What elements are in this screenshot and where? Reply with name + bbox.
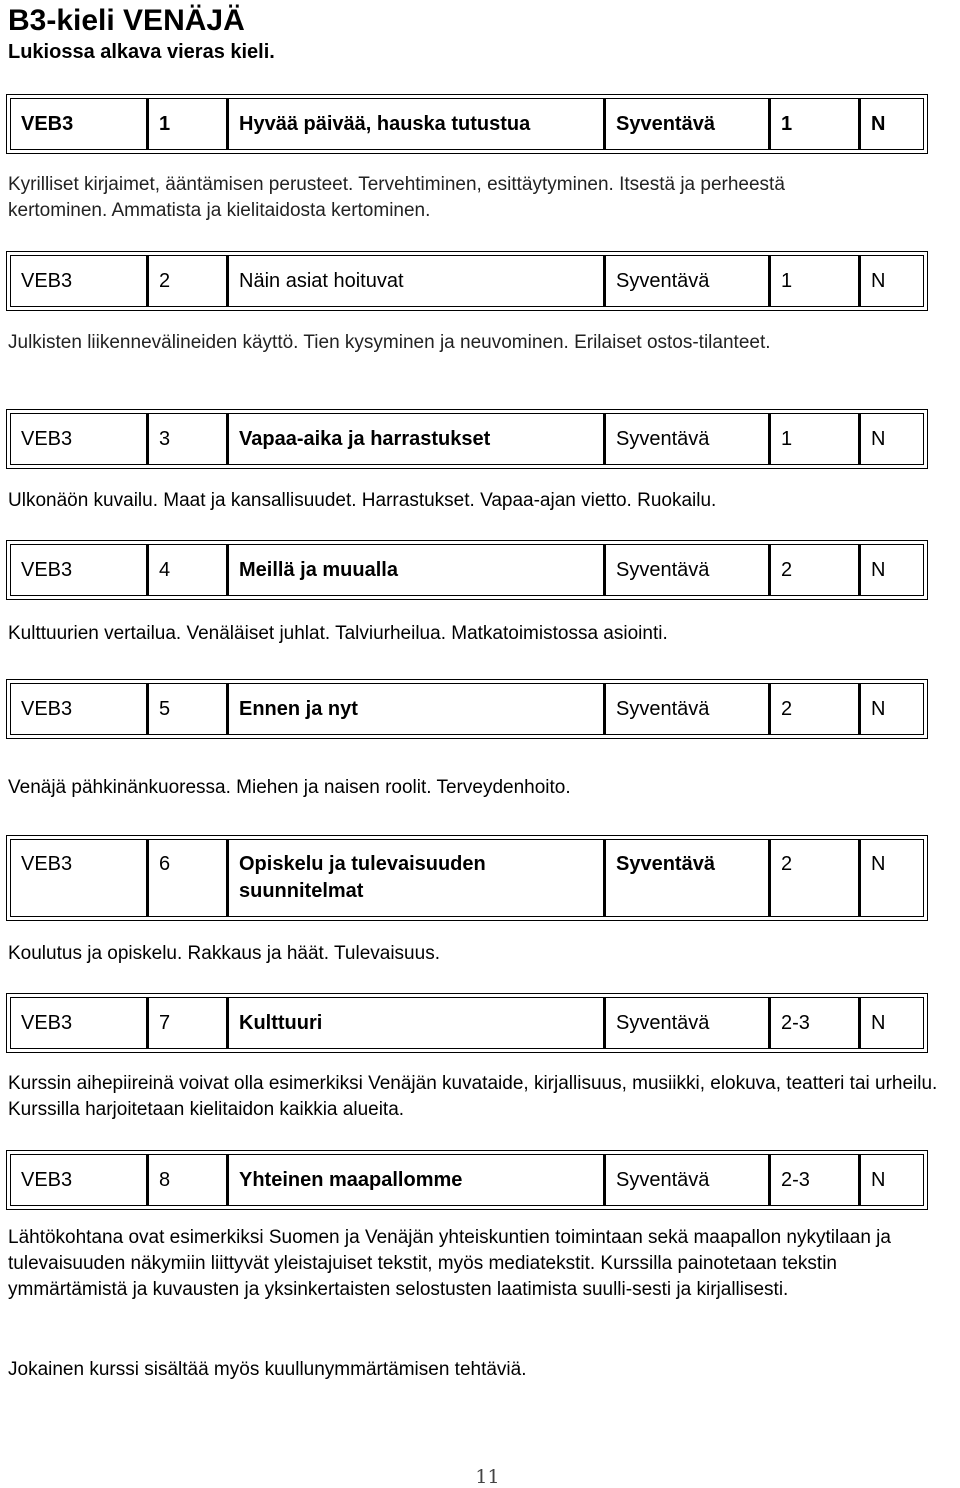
course-level: 2	[769, 544, 859, 596]
course-code: VEB3	[10, 413, 147, 465]
course-header-6	[6, 835, 928, 921]
course-number: 1	[147, 98, 227, 150]
course-level: 2	[769, 839, 859, 917]
course-description-8: Lähtökohtana ovat esimerkiksi Suomen ja Venäjän yhteiskuntien toimintaan sekä maapallon nykytilaan ja tulevaisuuden näkymiin liittyvät yleistajuiset tekstit, myös mediatekstit. Kurssilla painotetaan tekstin ymmärtämistä ja kuvausten ja yksinkertaisten selostusten laatimista suulli-sesti ja kirjallisesti.	[8, 1227, 891, 1300]
document-title: B3-kieli VENÄJÄ	[8, 4, 245, 37]
course-grade: N	[859, 98, 924, 150]
course-header-2	[6, 251, 928, 311]
course-level: 2	[769, 683, 859, 735]
course-type: Syventävä	[604, 1154, 769, 1206]
course-header-4	[6, 540, 928, 600]
course-grade: N	[859, 544, 924, 596]
course-number: 8	[147, 1154, 227, 1206]
course-name: Meillä ja muualla	[227, 544, 604, 596]
course-level: 1	[769, 98, 859, 150]
course-level: 2-3	[769, 997, 859, 1049]
course-grade: N	[859, 1154, 924, 1206]
closing-note: Jokainen kurssi sisältää myös kuullunymmärtämisen tehtäviä.	[8, 1359, 527, 1380]
course-type: Syventävä	[604, 255, 769, 307]
course-code: VEB3	[10, 255, 147, 307]
course-code: VEB3	[10, 683, 147, 735]
course-description-2: Julkisten liikennevälineiden käyttö. Tien kysyminen ja neuvominen. Erilaiset ostos-tilanteet.	[8, 332, 771, 353]
course-type: Syventävä	[604, 683, 769, 735]
course-description-7: Kurssin aihepiireinä voivat olla esimerkiksi Venäjän kuvataide, kirjallisuus, musiikki, elokuva, teatteri tai urheilu. Kurssilla harjoitetaan kielitaidon kaikkia alueita.	[8, 1073, 938, 1120]
course-header-1	[6, 94, 928, 154]
course-type: Syventävä	[604, 98, 769, 150]
course-grade: N	[859, 255, 924, 307]
course-code: VEB3	[10, 544, 147, 596]
course-name: Näin asiat hoituvat	[227, 255, 604, 307]
course-name: Ennen ja nyt	[227, 683, 604, 735]
course-header-5	[6, 679, 928, 739]
course-description-6: Koulutus ja opiskelu. Rakkaus ja häät. Tulevaisuus.	[8, 943, 440, 964]
course-number: 5	[147, 683, 227, 735]
course-header-8	[6, 1150, 928, 1210]
course-grade: N	[859, 997, 924, 1049]
course-grade: N	[859, 683, 924, 735]
course-type: Syventävä	[604, 839, 769, 917]
course-grade: N	[859, 413, 924, 465]
course-description-3: Ulkonäön kuvailu. Maat ja kansallisuudet. Harrastukset. Vapaa-ajan vietto. Ruokailu.	[8, 490, 717, 511]
course-type: Syventävä	[604, 997, 769, 1049]
course-level: 1	[769, 255, 859, 307]
course-header-7	[6, 993, 928, 1053]
course-name: Hyvää päivää, hauska tutustua	[227, 98, 604, 150]
course-name: Opiskelu ja tulevaisuuden suunnitelmat	[227, 839, 604, 917]
course-code: VEB3	[10, 1154, 147, 1206]
page-number: 11	[475, 1466, 500, 1488]
course-number: 7	[147, 997, 227, 1049]
course-header-3	[6, 409, 928, 469]
course-number: 6	[147, 839, 227, 917]
course-type: Syventävä	[604, 413, 769, 465]
document-subtitle: Lukiossa alkava vieras kieli.	[8, 41, 275, 63]
course-level: 2-3	[769, 1154, 859, 1206]
course-name: Kulttuuri	[227, 997, 604, 1049]
course-description-4: Kulttuurien vertailua. Venäläiset juhlat. Talviurheilua. Matkatoimistossa asiointi.	[8, 623, 668, 644]
course-number: 3	[147, 413, 227, 465]
course-level: 1	[769, 413, 859, 465]
course-code: VEB3	[10, 98, 147, 150]
course-description-5: Venäjä pähkinänkuoressa. Miehen ja naisen roolit. Terveydenhoito.	[8, 777, 571, 798]
course-number: 2	[147, 255, 227, 307]
course-type: Syventävä	[604, 544, 769, 596]
course-code: VEB3	[10, 839, 147, 917]
course-description-1: Kyrilliset kirjaimet, ääntämisen perusteet. Tervehtiminen, esittäytyminen. Itsestä ja perheestä kertominen. Ammatista ja kielitaidosta kertominen.	[8, 174, 785, 221]
course-number: 4	[147, 544, 227, 596]
course-name: Yhteinen maapallomme	[227, 1154, 604, 1206]
course-name: Vapaa-aika ja harrastukset	[227, 413, 604, 465]
course-code: VEB3	[10, 997, 147, 1049]
course-grade: N	[859, 839, 924, 917]
